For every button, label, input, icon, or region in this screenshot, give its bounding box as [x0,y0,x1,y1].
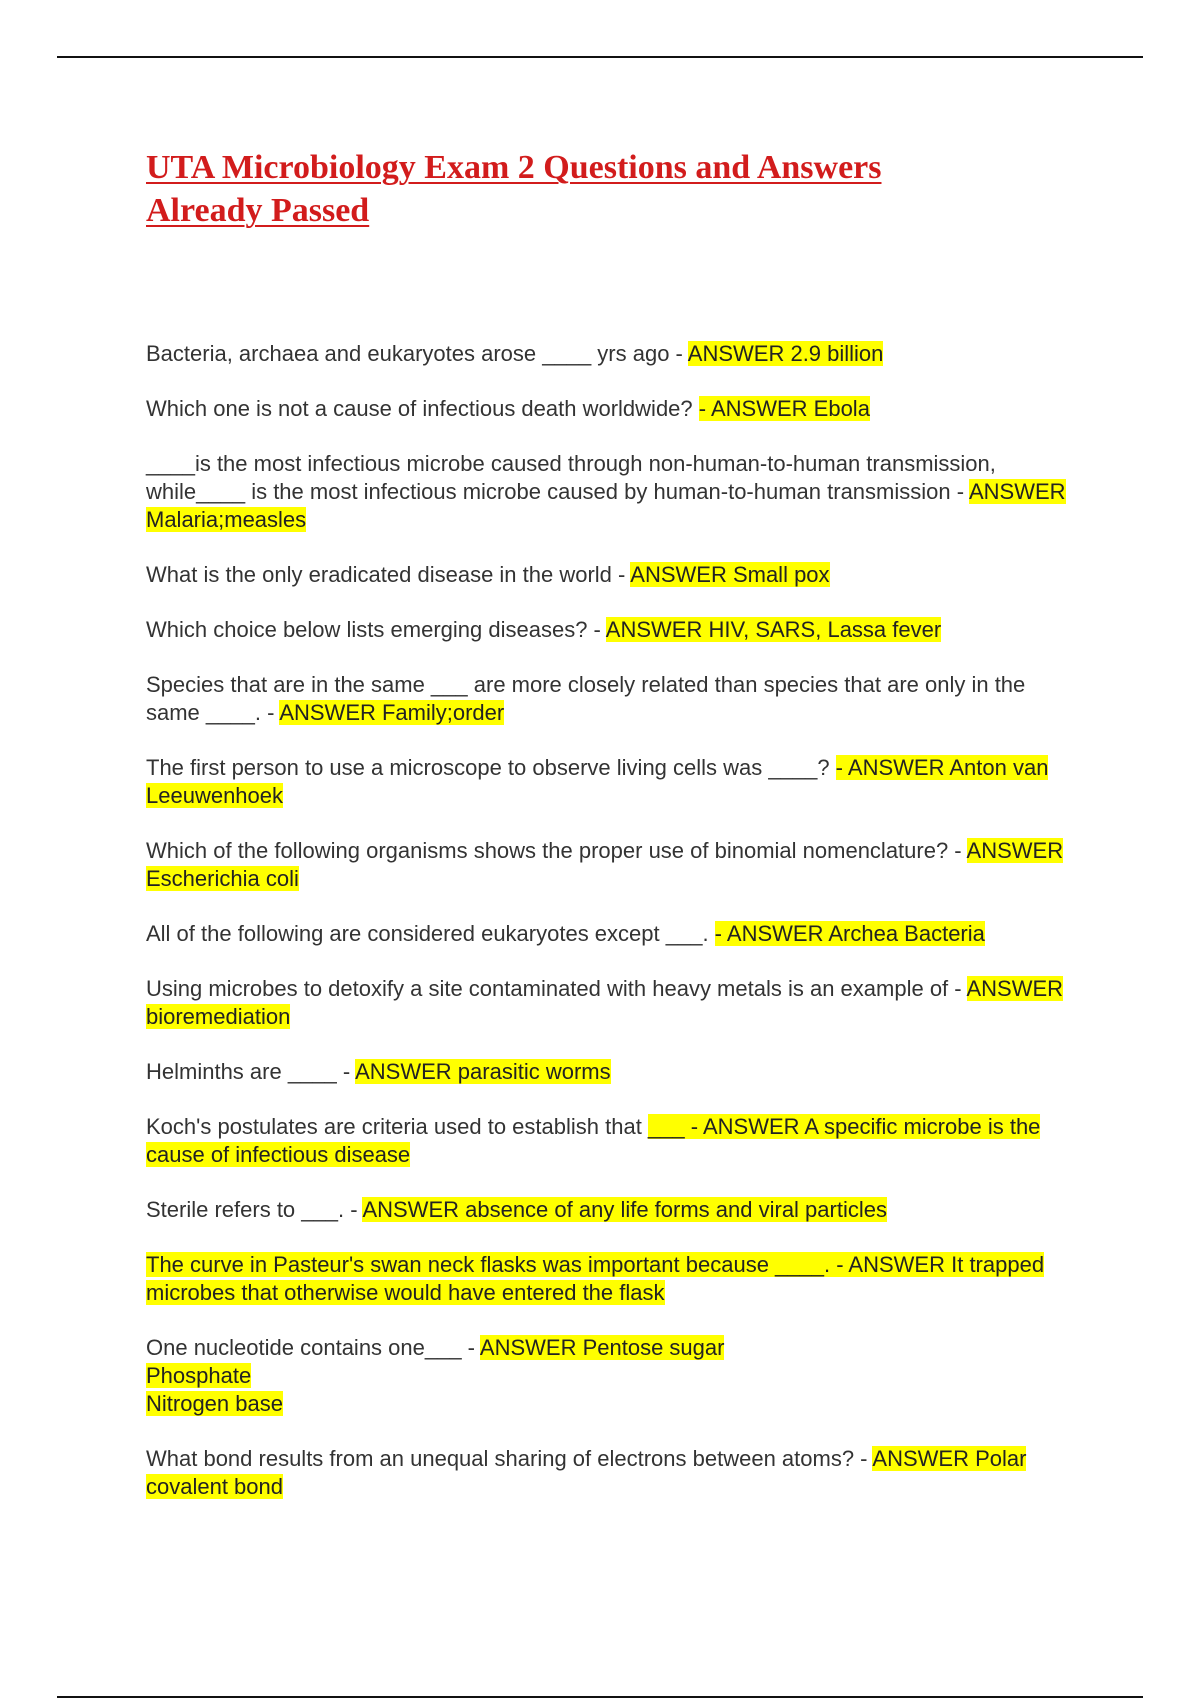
answer-highlight: ANSWER HIV, SARS, Lassa fever [605,617,942,642]
answer-highlight: ___ - ANSWER A specific microbe is the cause of infectious disease [146,1114,1041,1167]
footer-rule [57,1696,1143,1698]
question-text: All of the following are considered eukaryotes except ___. [146,921,715,946]
qa-first-line [146,1334,1066,1362]
qa-item [146,340,1066,368]
question-text: Helminths are ____ - [146,1059,356,1084]
qa-item [146,1251,1066,1307]
question-text: One nucleotide contains one___ - [146,1335,480,1360]
answer-highlight: Nitrogen base [146,1391,283,1416]
answer-highlight: ANSWER Family;order [279,700,505,725]
header-rule [57,56,1143,58]
question-text: Using microbes to detoxify a site contaminated with heavy metals is an example of - [146,976,967,1001]
answer-highlight: ANSWER Pentose sugar [479,1335,725,1360]
question-text: Species that are in the same ___ are more closely related than species that are only in the same ____. - [146,672,1026,725]
title-line-1: UTA Microbiology Exam 2 Questions and Answers [146,149,882,186]
answer-highlight: Phosphate [146,1363,252,1388]
qa-item [146,450,1066,534]
title-line-2: Already Passed [146,192,370,229]
qa-item [146,1058,1066,1086]
question-text: Which of the following organisms shows the proper use of binomial nomenclature? - [146,838,967,863]
answer-highlight: ANSWER Malaria;measles [146,479,1066,532]
qa-item [146,561,1066,589]
qa-item [146,1334,1066,1418]
answer-highlight: The curve in Pasteur's swan neck flasks was important because ____. - ANSWER It trapped microbes that otherwise would have entered the flask [146,1252,1045,1305]
qa-item [146,1196,1066,1224]
qa-item [146,975,1066,1031]
question-text: ____is the most infectious microbe caused through non-human-to-human transmission, while____ is the most infectious microbe caused by human-to-human transmission - [146,451,996,504]
question-text: Which choice below lists emerging diseases? - [146,617,606,642]
qa-item [146,920,1066,948]
question-text: The first person to use a microscope to observe living cells was ____? [146,755,836,780]
qa-item [146,395,1066,423]
answer-line [146,1362,1066,1390]
answer-highlight: - ANSWER Anton van Leeuwenhoek [146,755,1049,808]
question-text: What is the only eradicated disease in the world - [146,562,631,587]
qa-item [146,1445,1066,1501]
qa-item [146,616,1066,644]
qa-list [146,340,1066,1528]
question-text: Which one is not a cause of infectious death worldwide? [146,396,699,421]
qa-item [146,671,1066,727]
answer-highlight: ANSWER bioremediation [146,976,1064,1029]
answer-line [146,1390,1066,1418]
question-text: Bacteria, archaea and eukaryotes arose ____ yrs ago - [146,341,688,366]
document-title [146,146,1026,232]
qa-item [146,1113,1066,1169]
answer-highlight: ANSWER absence of any life forms and viral particles [362,1197,887,1222]
question-text: Sterile refers to ___. - [146,1197,363,1222]
question-text: What bond results from an unequal sharing of electrons between atoms? - [146,1446,873,1471]
qa-item [146,754,1066,810]
question-text: Koch's postulates are criteria used to establish that [146,1114,648,1139]
qa-item [146,837,1066,893]
answer-highlight: ANSWER Small pox [630,562,830,587]
answer-highlight: - ANSWER Archea Bacteria [714,921,985,946]
answer-highlight: ANSWER Escherichia coli [146,838,1064,891]
answer-highlight: ANSWER 2.9 billion [687,341,884,366]
answer-highlight: ANSWER parasitic worms [355,1059,611,1084]
answer-highlight: ANSWER Polar covalent bond [146,1446,1027,1499]
answer-highlight: - ANSWER Ebola [698,396,870,421]
